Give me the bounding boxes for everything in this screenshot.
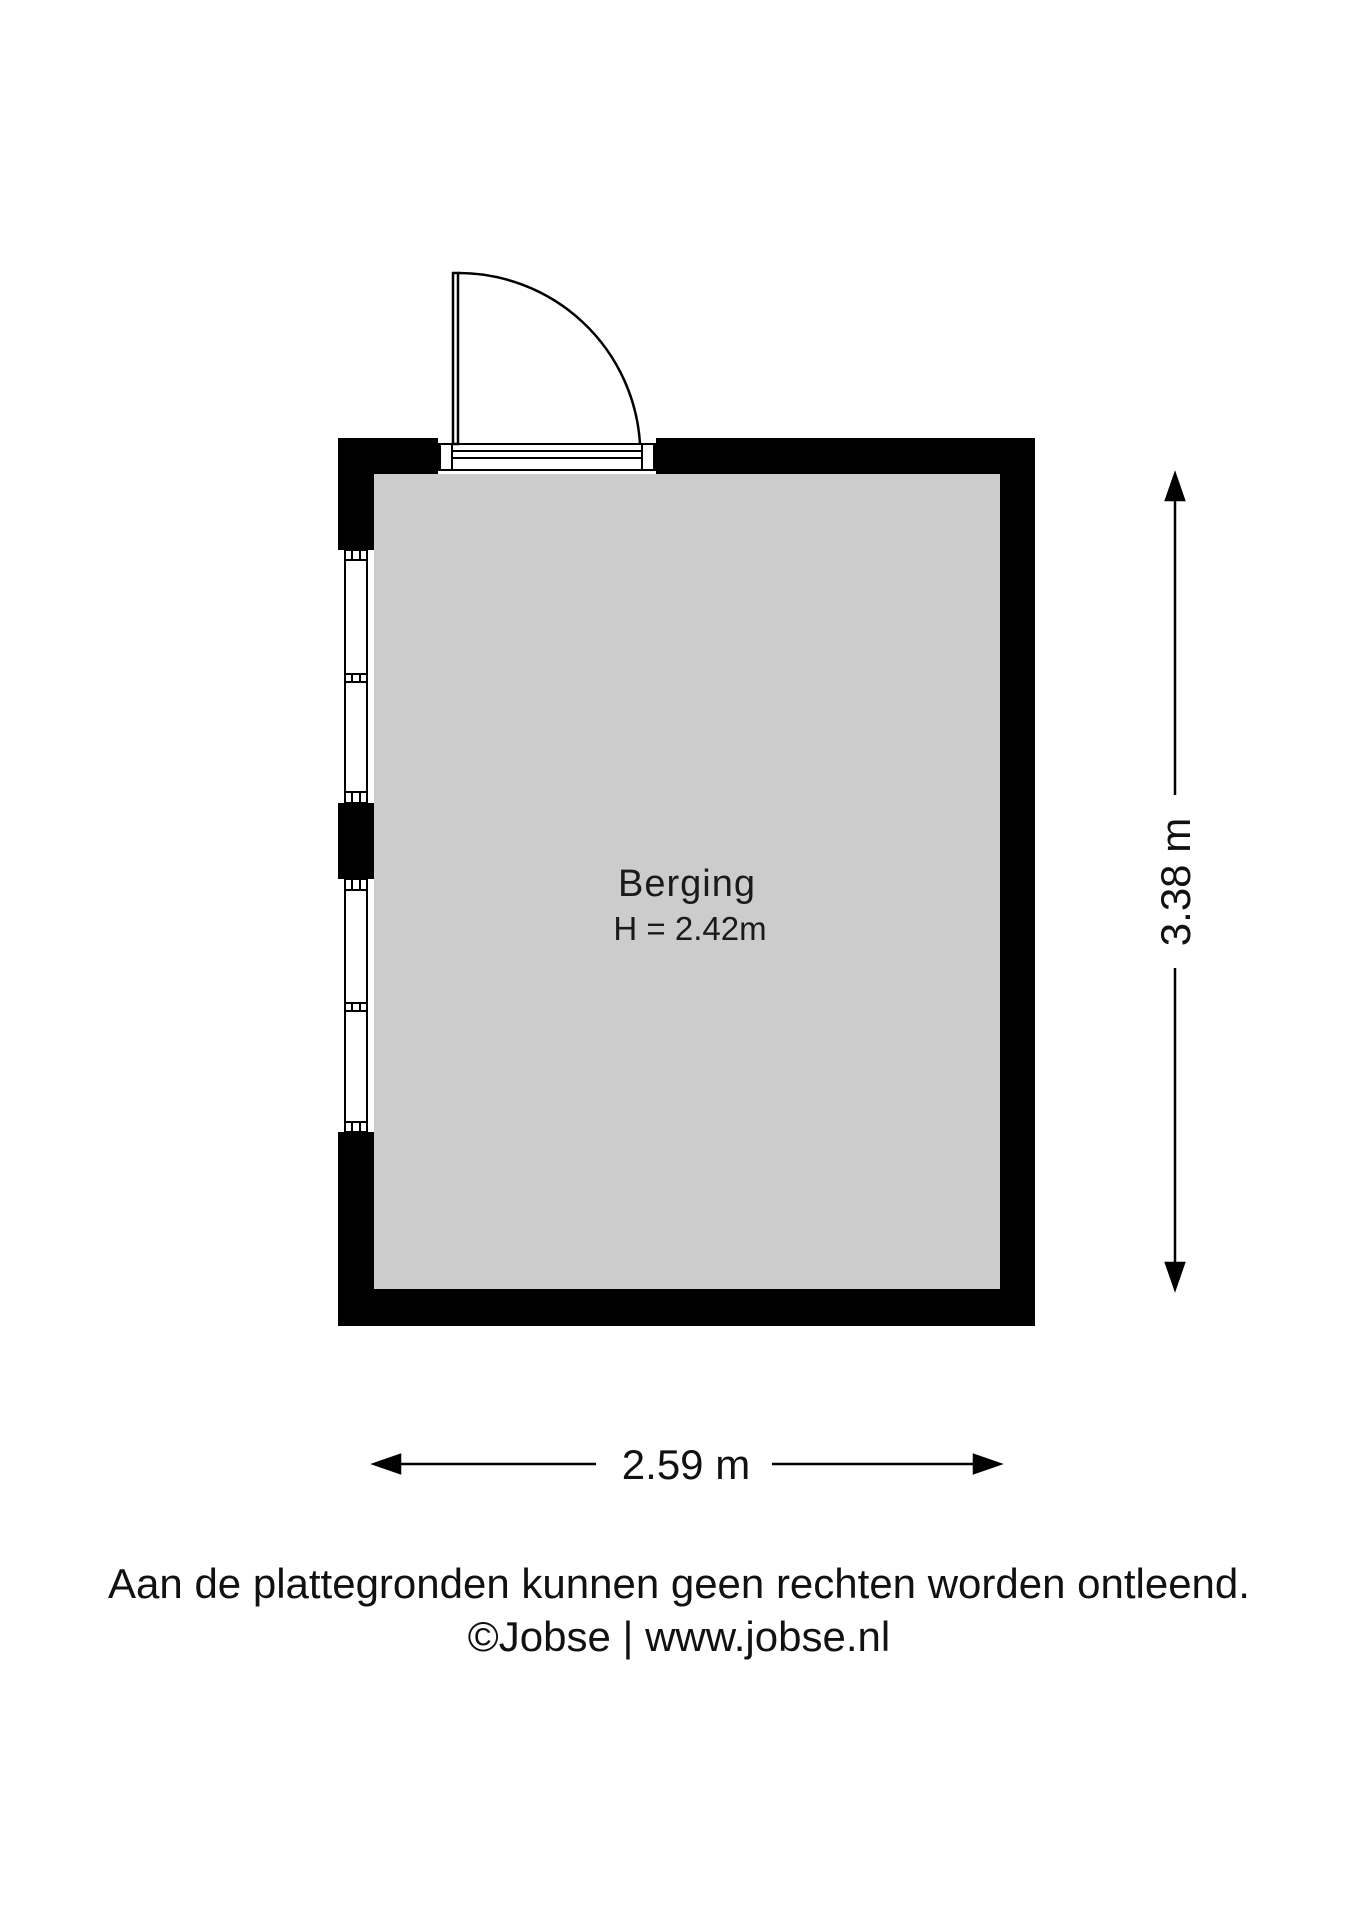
door-threshold: [438, 444, 656, 470]
wall-left-middle: [338, 803, 374, 879]
wall-left-top: [338, 438, 374, 550]
wall-top-right: [656, 438, 1035, 474]
room-height: H = 2.42m: [613, 910, 767, 947]
width-dimension-label: 2.59 m: [621, 1441, 751, 1488]
door-swing: [453, 273, 640, 444]
copyright-credit: ©Jobse | www.jobse.nl: [467, 1613, 891, 1660]
wall-right: [1000, 438, 1035, 1326]
window-left-upper: [345, 550, 367, 803]
window-left-lower: [345, 879, 367, 1132]
depth-dimension-label: 3.38 m: [1152, 817, 1199, 947]
wall-left-bottom: [338, 1132, 374, 1326]
disclaimer-text: Aan de plattegronden kunnen geen rechten worden ontleend.: [108, 1560, 1250, 1607]
wall-bottom: [338, 1289, 1035, 1326]
room-name: Berging: [618, 863, 756, 905]
